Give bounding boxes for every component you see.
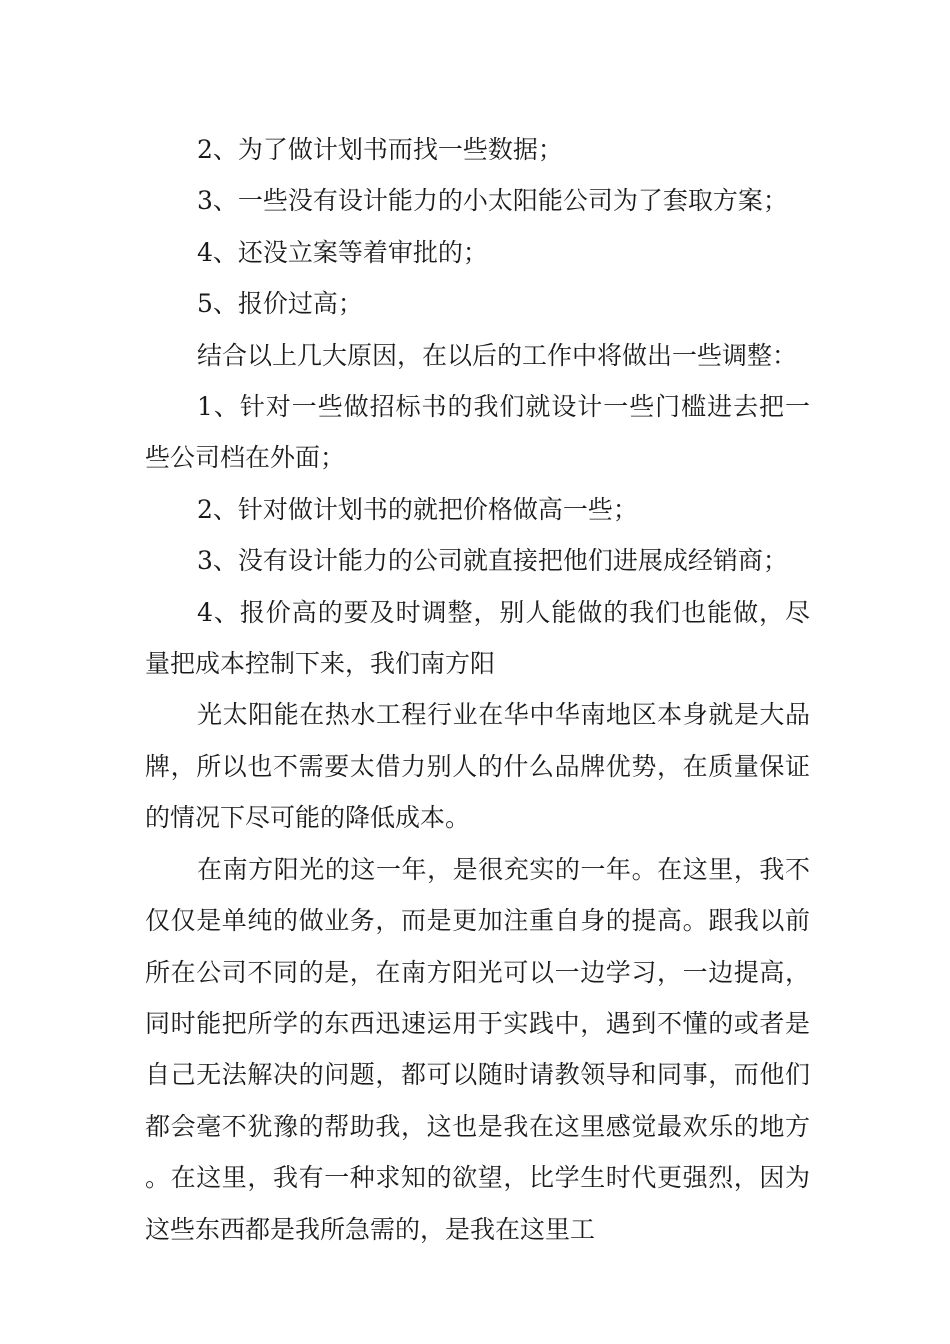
adjustment-item-3: 3、没有设计能力的公司就直接把他们进展成经销商； [197, 546, 788, 576]
list-item-4-awaiting-approval: 4、还没立案等着审批的； [197, 237, 488, 267]
list-item-3-small-companies: 3、一些没有设计能力的小太阳能公司为了套取方案； [197, 186, 788, 216]
adjustment-item-4: 4、报价高的要及时调整，别人能做的我们也能做，尽量把成本控制下来，我们南方阳 [145, 597, 810, 679]
adjustment-item-2: 2、针对做计划书的就把价格做高一些； [197, 494, 638, 524]
list-item-5-price-too-high: 5、报价过高； [197, 289, 363, 319]
brand-paragraph: 光太阳能在热水工程行业在华中华南地区本身就是大品牌，所以也不需要太借力别人的什么品牌优势，在质量保证的情况下尽可能的降低成本。 [145, 700, 810, 833]
year-summary-paragraph: 在南方阳光的这一年，是很充实的一年。在这里，我不仅仅是单纯的做业务，而是更加注重自身的提高。跟我以前所在公司不同的是，在南方阳光可以一边学习，一边提高，同时能把所学的东西迅速运用于实践中，遇到不懂的或者是自己无法解决的问题，都可以随时请教领导和同事，而他们都会毫不犹豫的帮助我，这也是我在这里感觉最欢乐的地方。在这里，我有一种求知的欲望，比学生时代更强烈，因为这些东西都是我所急需的，是我在这里工 [145, 854, 810, 1244]
document-body [145, 124, 810, 1255]
adjustments-intro: 结合以上几大原因，在以后的工作中将做出一些调整： [197, 340, 798, 370]
adjustment-item-1: 1、针对一些做招标书的我们就设计一些门槛进去把一些公司档在外面； [145, 392, 810, 473]
list-item-2-find-data: 2、为了做计划书而找一些数据； [197, 135, 563, 164]
